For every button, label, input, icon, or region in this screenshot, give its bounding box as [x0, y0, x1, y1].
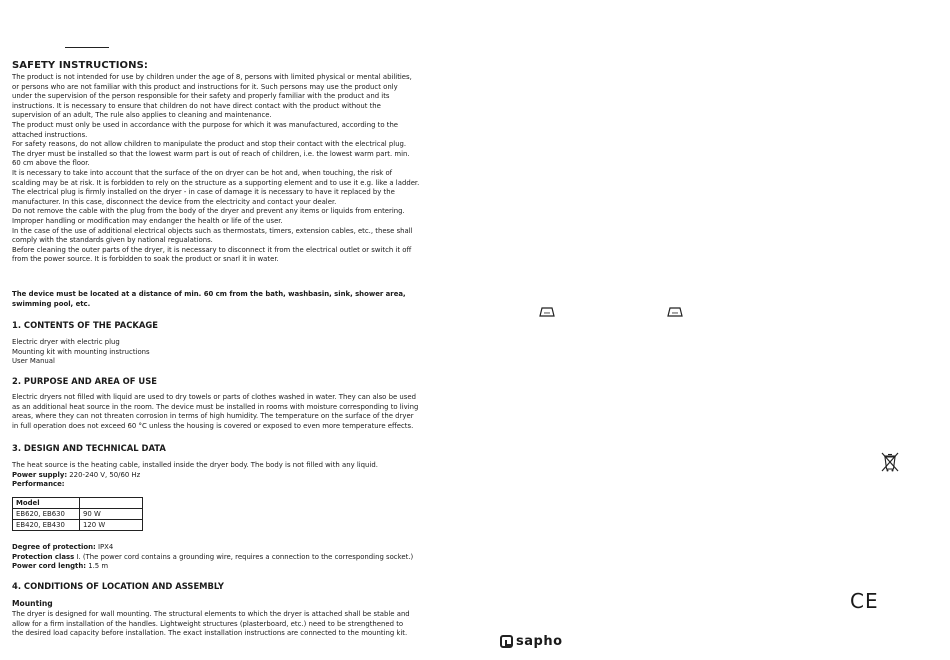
table-cell: EB620, EB630 [13, 509, 80, 520]
power-value: 220-240 V, 50/60 Hz [67, 470, 141, 479]
design-title: 3. DESIGN AND TECHNICAL DATA [12, 443, 166, 453]
safety-line: supervision of an adult, The rule also applies to cleaning and maintenance. [12, 111, 272, 120]
table-row [13, 520, 143, 531]
table-cell: 90 W [80, 509, 143, 520]
safety-line: manufacturer. In this case, disconnect the device from the electricity and contact your dealer. [12, 197, 337, 206]
safety-line: or persons who are not familiar with this product and instructions for it. Such persons may use the product only [12, 82, 398, 91]
performance-table [12, 497, 143, 531]
protection-label: Degree of protection: [12, 543, 96, 551]
safety-text [12, 73, 444, 265]
location-text [12, 610, 444, 639]
sapho-logo [500, 633, 563, 649]
safety-line: comply with the standards given by national regualations. [12, 236, 213, 245]
power-label: Power supply: [12, 470, 68, 479]
protection-text [12, 543, 444, 572]
safety-line: attached instructions. [12, 130, 88, 139]
cord-length [12, 562, 444, 572]
design-text [12, 461, 444, 490]
warning-line: The device must be located at a distance of min. 60 cm from the bath, washbasin, sink, shower area, [12, 290, 406, 298]
location-line: the desired load capacity before installation. The exact installation instructions are connected to the mounting kit. [12, 629, 408, 638]
cord-label: Power cord length: [12, 562, 86, 571]
warning-line: swimming pool, etc. [12, 299, 91, 308]
power-supply [12, 471, 444, 481]
location-title: 4. CONDITIONS OF LOCATION AND ASSEMBLY [12, 581, 224, 591]
contents-title: 1. CONTENTS OF THE PACKAGE [12, 320, 158, 330]
table-cell: EB420, EB430 [13, 520, 80, 531]
safety-line: instructions. It is necessary to ensure that children do not have direct contact with the product without the [12, 101, 381, 110]
purpose-line: in full operation does not exceed 60 °C unless the housing is covered or exposed to even more temperature effects. [12, 421, 414, 430]
iron-icon [667, 307, 683, 317]
safety-line: scalding may be at risk. It is forbidden to rely on the structure as a supporting element and to use it e.g. like a ladder. [12, 178, 420, 187]
safety-line: For safety reasons, do not allow children to manipulate the product and stop their contact with the electrical plug. [12, 140, 407, 149]
safety-line: In the case of the use of additional electrical objects such as thermostats, timers, extension cables, etc., these shall [12, 226, 413, 235]
list-item: Electric dryer with electric plug [12, 338, 120, 346]
safety-line: from the power source. It is forbidden to soak the product or snarl it in water. [12, 255, 279, 264]
safety-line: 60 cm above the floor. [12, 159, 90, 168]
sapho-logo-icon [500, 635, 513, 648]
cord-value: 1.5 m [86, 562, 109, 571]
mounting-subtitle: Mounting [12, 599, 53, 608]
class-value: I. (The power cord contains a grounding wire, requires a connection to the corresponding socket.) [74, 552, 414, 561]
safety-line: Do not remove the cable with the plug from the body of the dryer and prevent any items or liquids from entering. [12, 207, 405, 216]
safety-line: The product must only be used in accordance with the purpose for which it was manufactured, according to the [12, 120, 399, 129]
purpose-line: areas, where they can not threaten corrosion in terms of high humidity. The temperature on the surface of the dryer [12, 412, 414, 421]
brand-name: sapho [516, 633, 563, 649]
list-item: User Manual [12, 357, 55, 366]
purpose-title: 2. PURPOSE AND AREA OF USE [12, 376, 157, 386]
purpose-text [12, 393, 444, 431]
table-row [13, 509, 143, 520]
class-label: Protection class [12, 552, 75, 561]
location-line: The dryer is designed for wall mounting. The structural elements to which the dryer is attached shall be stable and [12, 610, 410, 618]
table-header-cell: Model [13, 498, 80, 509]
manual-left-page [12, 0, 442, 660]
purpose-line: Electric dryers not filled with liquid are used to dry towels or parts of clothes washed in water. They can also be used [12, 393, 416, 401]
safety-line: Before cleaning the outer parts of the dryer, it is necessary to disconnect it from the electrical outlet or switch it off [12, 245, 412, 254]
purpose-line: as an additional heat source in the room. The device must be installed in rooms with moisture corresponding to living [12, 402, 419, 411]
crossed-out-bin-icon [880, 451, 900, 473]
safety-warning [12, 290, 444, 309]
performance-label: Performance: [12, 480, 65, 489]
design-intro: The heat source is the heating cable, installed inside the dryer body. The body is not filled with any liquid. [12, 461, 378, 469]
table-cell: 120 W [80, 520, 143, 531]
table-header-cell [80, 498, 143, 509]
header-rule [65, 47, 109, 48]
location-line: allow for a firm installation of the handles. Lightweight structures (plasterboard, etc.) need to be strengthened to [12, 619, 404, 628]
safety-title: SAFETY INSTRUCTIONS: [12, 60, 149, 71]
table-header-row [13, 498, 143, 509]
safety-line: under the supervision of the person responsible for their safety and properly familiar with the product and its [12, 92, 390, 101]
safety-line: It is necessary to take into account that the surface of the on dryer can be hot and, when touching, the risk of [12, 168, 393, 177]
contents-list [12, 338, 444, 367]
safety-line: The dryer must be installed so that the lowest warm part is out of reach of children, i.e. the lowest warm part. min. [12, 149, 410, 158]
safety-line: Improper handling or modification may endanger the health or life of the user. [12, 216, 283, 225]
iron-icon [539, 307, 555, 317]
list-item: Mounting kit with mounting instructions [12, 347, 150, 356]
protection-value: IPX4 [95, 543, 114, 551]
safety-line: The product is not intended for use by children under the age of 8, persons with limited physical or mental abilities, [12, 73, 412, 81]
ce-mark: CE [850, 589, 879, 613]
safety-line: The electrical plug is firmly installed on the dryer - in case of damage it is necessary to have it replaced by the [12, 188, 395, 197]
protection-degree [12, 543, 444, 553]
protection-class [12, 553, 444, 563]
